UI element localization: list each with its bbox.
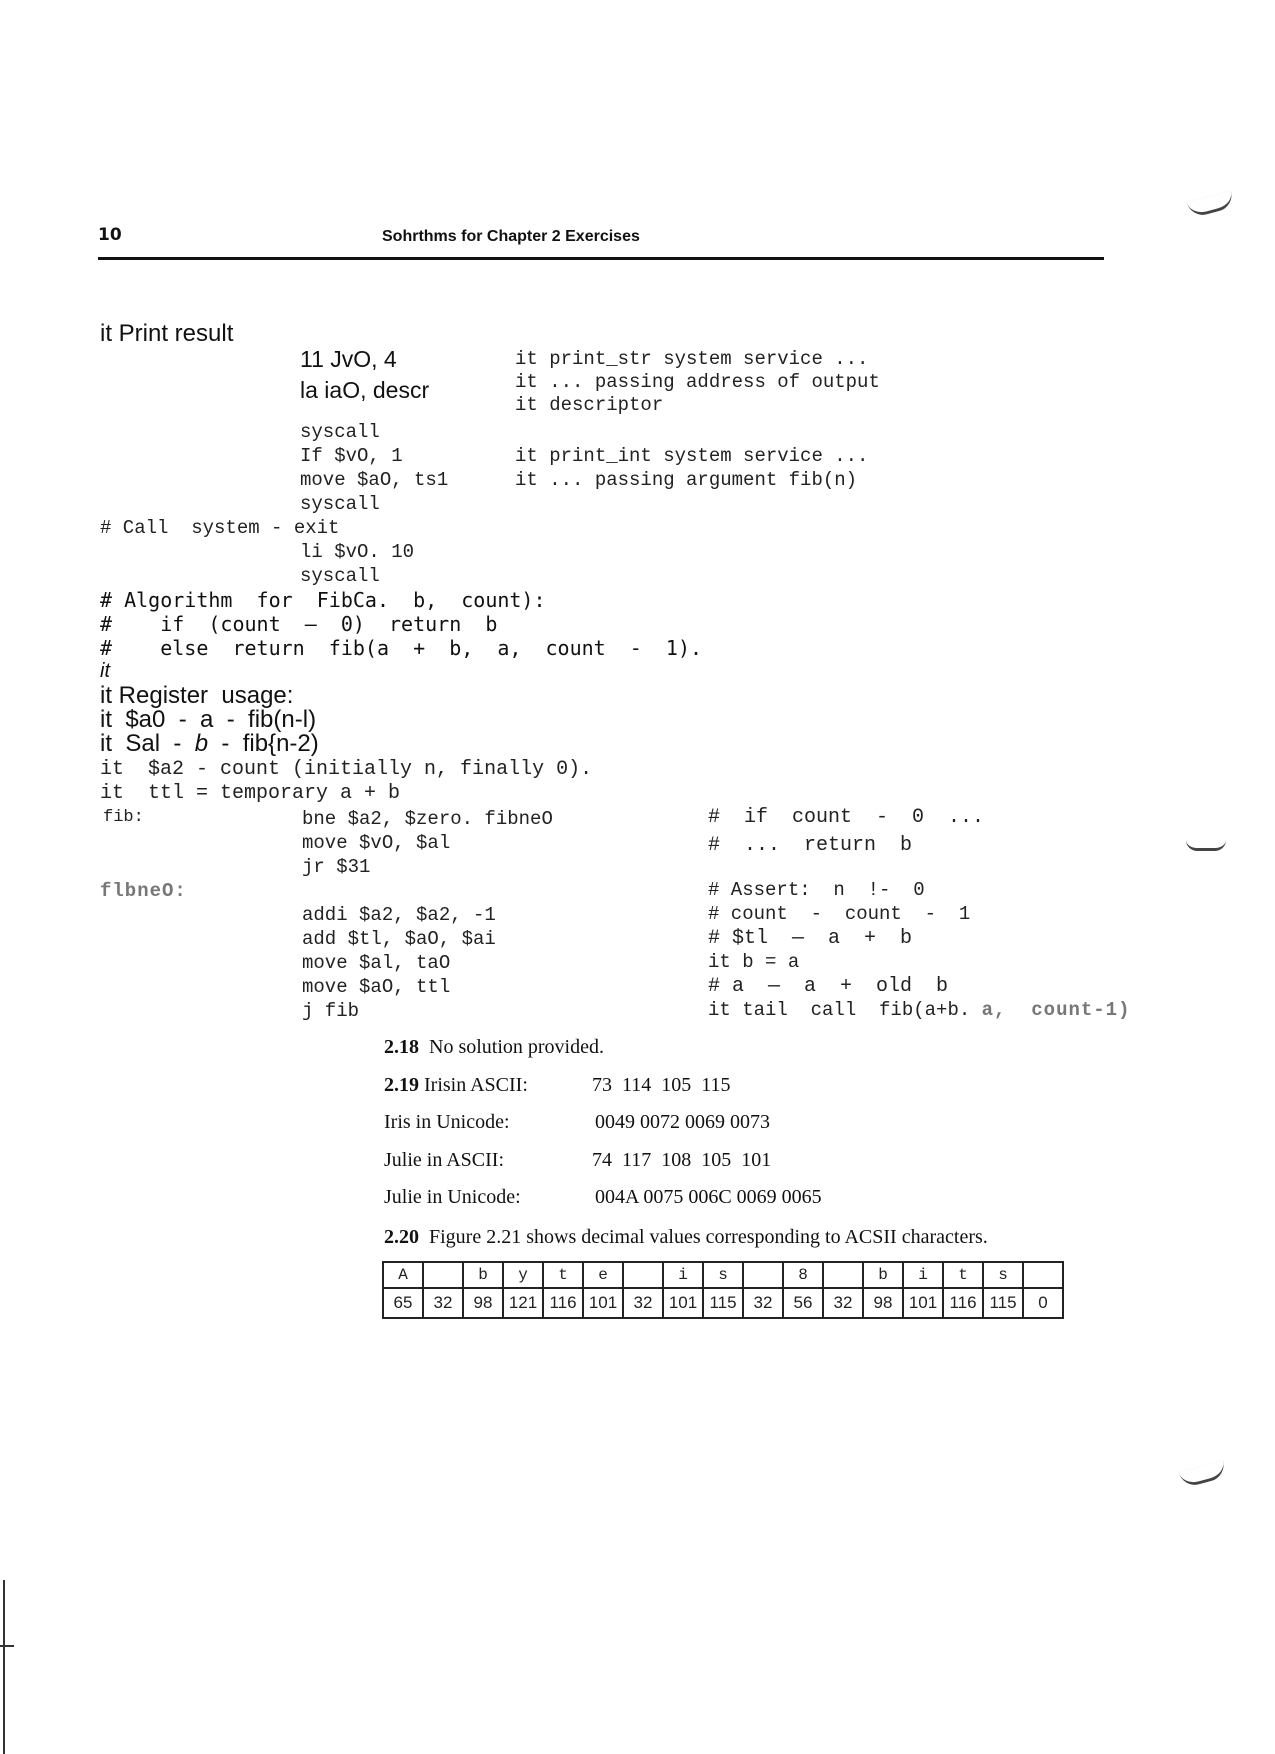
julie-ascii-label: Julie in ASCII: xyxy=(384,1149,505,1171)
table-cell xyxy=(743,1262,783,1288)
code-comment: it descriptor xyxy=(515,394,664,416)
code-line: move $vO, $al xyxy=(302,832,451,854)
code-line: move $al, taO xyxy=(302,952,451,974)
table-cell: 32 xyxy=(823,1288,863,1318)
register-usage-heading: it Register usage: xyxy=(100,682,294,709)
code-line: li $vO. 10 xyxy=(300,541,415,563)
table-cell: 32 xyxy=(743,1288,783,1318)
scan-mark xyxy=(1186,840,1226,851)
table-cell: 98 xyxy=(863,1288,903,1318)
algorithm-comment: # if (count — 0) return b xyxy=(100,612,498,636)
table-cell: b xyxy=(463,1262,503,1288)
code-line: If $vO, 1 xyxy=(300,445,403,467)
code-comment: # $tl — a + b xyxy=(708,927,913,950)
fibne-label: flbneO: xyxy=(100,880,187,902)
ascii-value-row xyxy=(383,1288,1063,1318)
code-comment: # ... return b xyxy=(708,834,913,857)
table-cell: 65 xyxy=(383,1288,423,1318)
answer-2-18: 2.18 No solution provided. xyxy=(384,1036,604,1058)
register-usage-line: it ttl = temporary a + b xyxy=(100,782,401,805)
table-cell: 98 xyxy=(463,1288,503,1318)
table-cell: 8 xyxy=(783,1262,823,1288)
code-line: syscall xyxy=(300,493,380,515)
table-cell xyxy=(423,1262,463,1288)
code-comment: it print_int system service ... xyxy=(515,445,869,467)
table-cell: b xyxy=(863,1262,903,1288)
table-cell: s xyxy=(983,1262,1023,1288)
table-cell: 115 xyxy=(983,1288,1023,1318)
code-comment: # if count - 0 ... xyxy=(708,806,985,829)
algorithm-comment: # else return fib(a + b, a, count - 1). xyxy=(100,636,703,660)
code-comment: # a — a + old b xyxy=(708,975,949,998)
table-cell: 121 xyxy=(503,1288,543,1318)
table-cell: 32 xyxy=(623,1288,663,1318)
ascii-char-row xyxy=(383,1262,1063,1288)
table-cell: 32 xyxy=(423,1288,463,1318)
iris-unicode-value: 0049 0072 0069 0073 xyxy=(595,1111,770,1133)
table-cell: s xyxy=(703,1262,743,1288)
table-cell: i xyxy=(663,1262,703,1288)
code-line: syscall xyxy=(300,565,380,587)
table-cell: A xyxy=(383,1262,423,1288)
register-usage-line: it Sal - b - fib{n-2) xyxy=(100,730,319,757)
table-cell: 115 xyxy=(703,1288,743,1318)
code-line: bne $a2, $zero. fibneO xyxy=(302,808,553,830)
table-cell: 56 xyxy=(783,1288,823,1318)
print-result-comment: it Print result xyxy=(100,320,234,347)
table-cell: 0 xyxy=(1023,1288,1063,1318)
code-comment: it print_str system service ... xyxy=(515,348,869,370)
table-cell: 101 xyxy=(663,1288,703,1318)
code-comment: it tail call fib(a+b. a, count-1) xyxy=(708,999,1131,1021)
julie-unicode-value: 004A 0075 006C 0069 0065 xyxy=(595,1186,822,1208)
table-cell: t xyxy=(543,1262,583,1288)
scan-edge-mark xyxy=(0,1645,14,1647)
answer-2-19-value: 73 114 105 115 xyxy=(592,1074,731,1096)
code-line: la iaO, descr xyxy=(300,377,430,403)
code-line: j fib xyxy=(302,1000,360,1022)
table-cell: t xyxy=(943,1262,983,1288)
table-cell: 101 xyxy=(903,1288,943,1318)
iris-unicode-label: Iris in Unicode: xyxy=(384,1111,510,1133)
table-cell: 116 xyxy=(543,1288,583,1318)
code-line: jr $31 xyxy=(302,856,371,878)
code-line: add $tl, $aO, $ai xyxy=(302,928,496,950)
code-comment: it b = a xyxy=(708,951,800,973)
answer-2-19-label: 2.19 Irisin ASCII: xyxy=(384,1074,528,1096)
register-usage-line: it $a2 - count (initially n, finally 0). xyxy=(100,758,593,781)
table-cell: 101 xyxy=(583,1288,623,1318)
code-comment: # Call system - exit xyxy=(100,517,340,539)
running-title: Sohrthms for Chapter 2 Exercises xyxy=(382,228,640,245)
code-line: move $aO, ttl xyxy=(302,976,451,998)
scan-mark xyxy=(1187,190,1236,218)
scan-mark xyxy=(1179,1460,1228,1488)
table-cell: 116 xyxy=(943,1288,983,1318)
table-cell: y xyxy=(503,1262,543,1288)
ascii-table xyxy=(382,1261,1064,1319)
code-comment: # count - count - 1 xyxy=(708,903,971,925)
julie-unicode-label: Julie in Unicode: xyxy=(384,1186,521,1208)
code-comment: # Assert: n !- 0 xyxy=(708,879,925,901)
header-rule xyxy=(98,257,1104,260)
code-line: move $aO, ts1 xyxy=(300,469,449,491)
page-number: 10 xyxy=(98,225,122,245)
fib-label: fib: xyxy=(103,808,144,827)
table-cell: e xyxy=(583,1262,623,1288)
julie-ascii-value: 74 117 108 105 101 xyxy=(592,1149,772,1171)
code-comment: it ... passing address of output xyxy=(515,371,880,393)
code-line: addi $a2, $a2, -1 xyxy=(302,904,496,926)
algorithm-comment: # Algorithm for FibCa. b, count): xyxy=(100,588,546,612)
scan-edge-line xyxy=(3,1580,5,1754)
table-cell xyxy=(823,1262,863,1288)
table-cell xyxy=(623,1262,663,1288)
code-comment: it ... passing argument fib(n) xyxy=(515,469,858,491)
table-cell xyxy=(1023,1262,1063,1288)
code-line: syscall xyxy=(300,421,380,443)
code-line: 11 JvO, 4 xyxy=(300,346,397,372)
answer-2-20: 2.20 Figure 2.21 shows decimal values corresponding to ACSII characters. xyxy=(384,1226,988,1248)
table-cell: i xyxy=(903,1262,943,1288)
register-usage-line: it $a0 - a - fib(n-l) xyxy=(100,706,317,733)
algorithm-comment: it xyxy=(100,660,110,682)
